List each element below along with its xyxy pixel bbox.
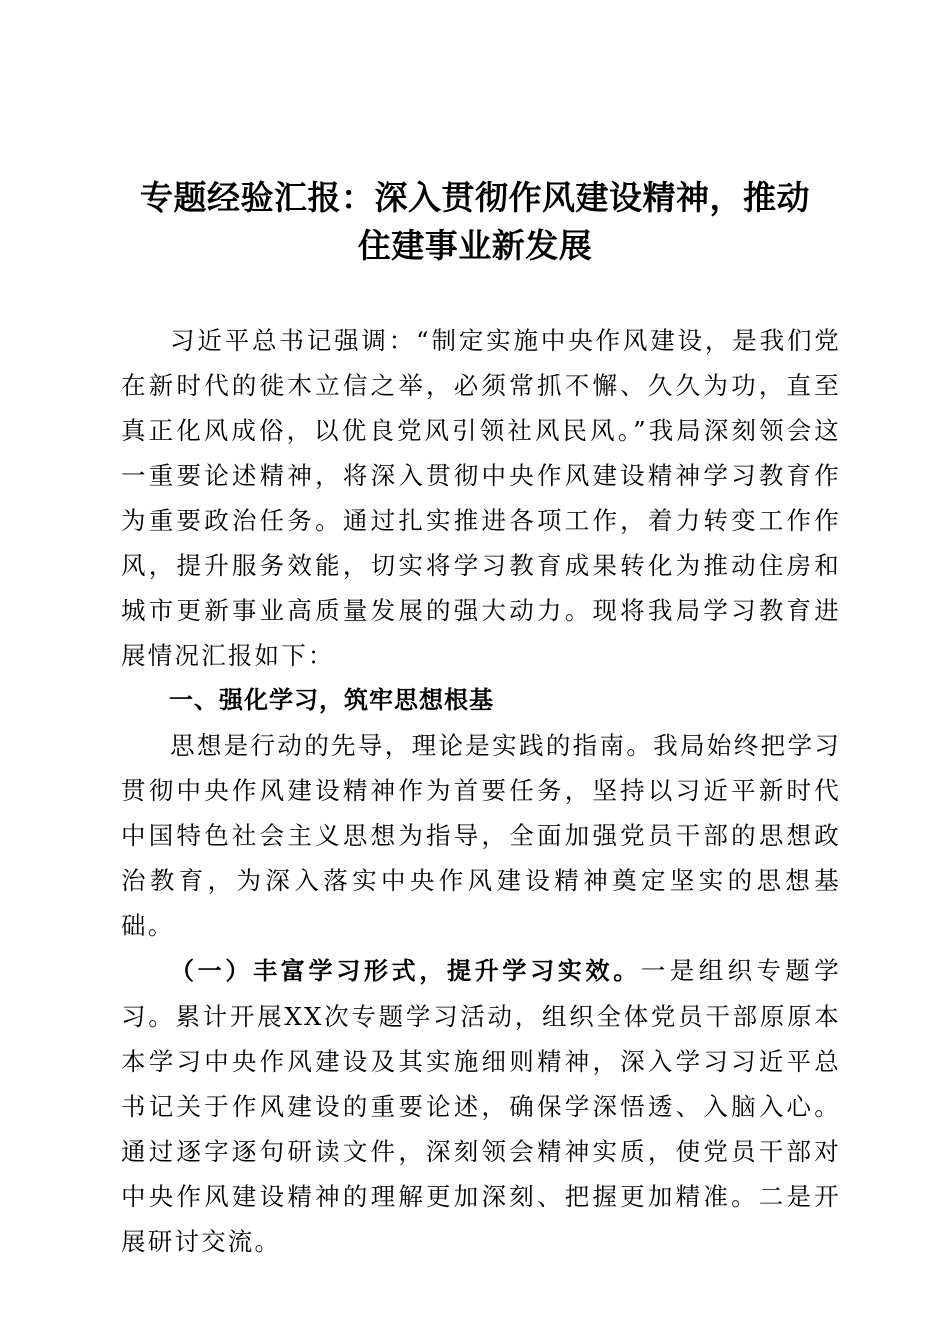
- document-title-line-2: 住建事业新发展: [357, 226, 593, 265]
- subsection-1-lead: （一）丰富学习形式，提升学习实效。: [170, 957, 641, 985]
- document-body: [121, 318, 841, 1264]
- subsection-1-text: 一是组织专题学习。累计开展XX次专题学习活动，组织全体党员干部原原本本学习中央作风建设及其实施细则精神，深入学习习近平总书记关于作风建设的重要论述，确保学深悟透、入脑入心。通过逐字逐句研读文件，深刻领会精神实质，使党员干部对中央作风建设精神的理解更加深刻、把握更加精准。二是开展研讨交流。: [121, 956, 842, 1256]
- intro-paragraph: 习近平总书记强调：“制定实施中央作风建设，是我们党在新时代的徙木立信之举，必须常抓不懈、久久为功，直至真正化风成俗，以优良党风引领社风民风。”我局深刻领会这一重要论述精神，将深入贯彻中央作风建设精神学习教育作为重要政治任务。通过扎实推进各项工作，着力转变工作作风，提升服务效能，切实将学习教育成果转化为推动住房和城市更新事业高质量发展的强大动力。现将我局学习教育进展情况汇报如下：: [121, 326, 841, 670]
- document-title: [110, 174, 840, 270]
- subsection-1-paragraph: [121, 948, 841, 1264]
- document-title-line-1: 专题经验汇报：深入贯彻作风建设精神，推动: [140, 178, 810, 217]
- section-1-paragraph: 思想是行动的先导，理论是实践的指南。我局始终把学习贯彻中央作风建设精神作为首要任务，坚持以习近平新时代中国特色社会主义思想为指导，全面加强党员干部的思想政治教育，为深入落实中央作风建设精神奠定坚实的思想基础。: [121, 731, 841, 940]
- section-heading-1: 一、强化学习，筑牢思想根基: [169, 686, 494, 714]
